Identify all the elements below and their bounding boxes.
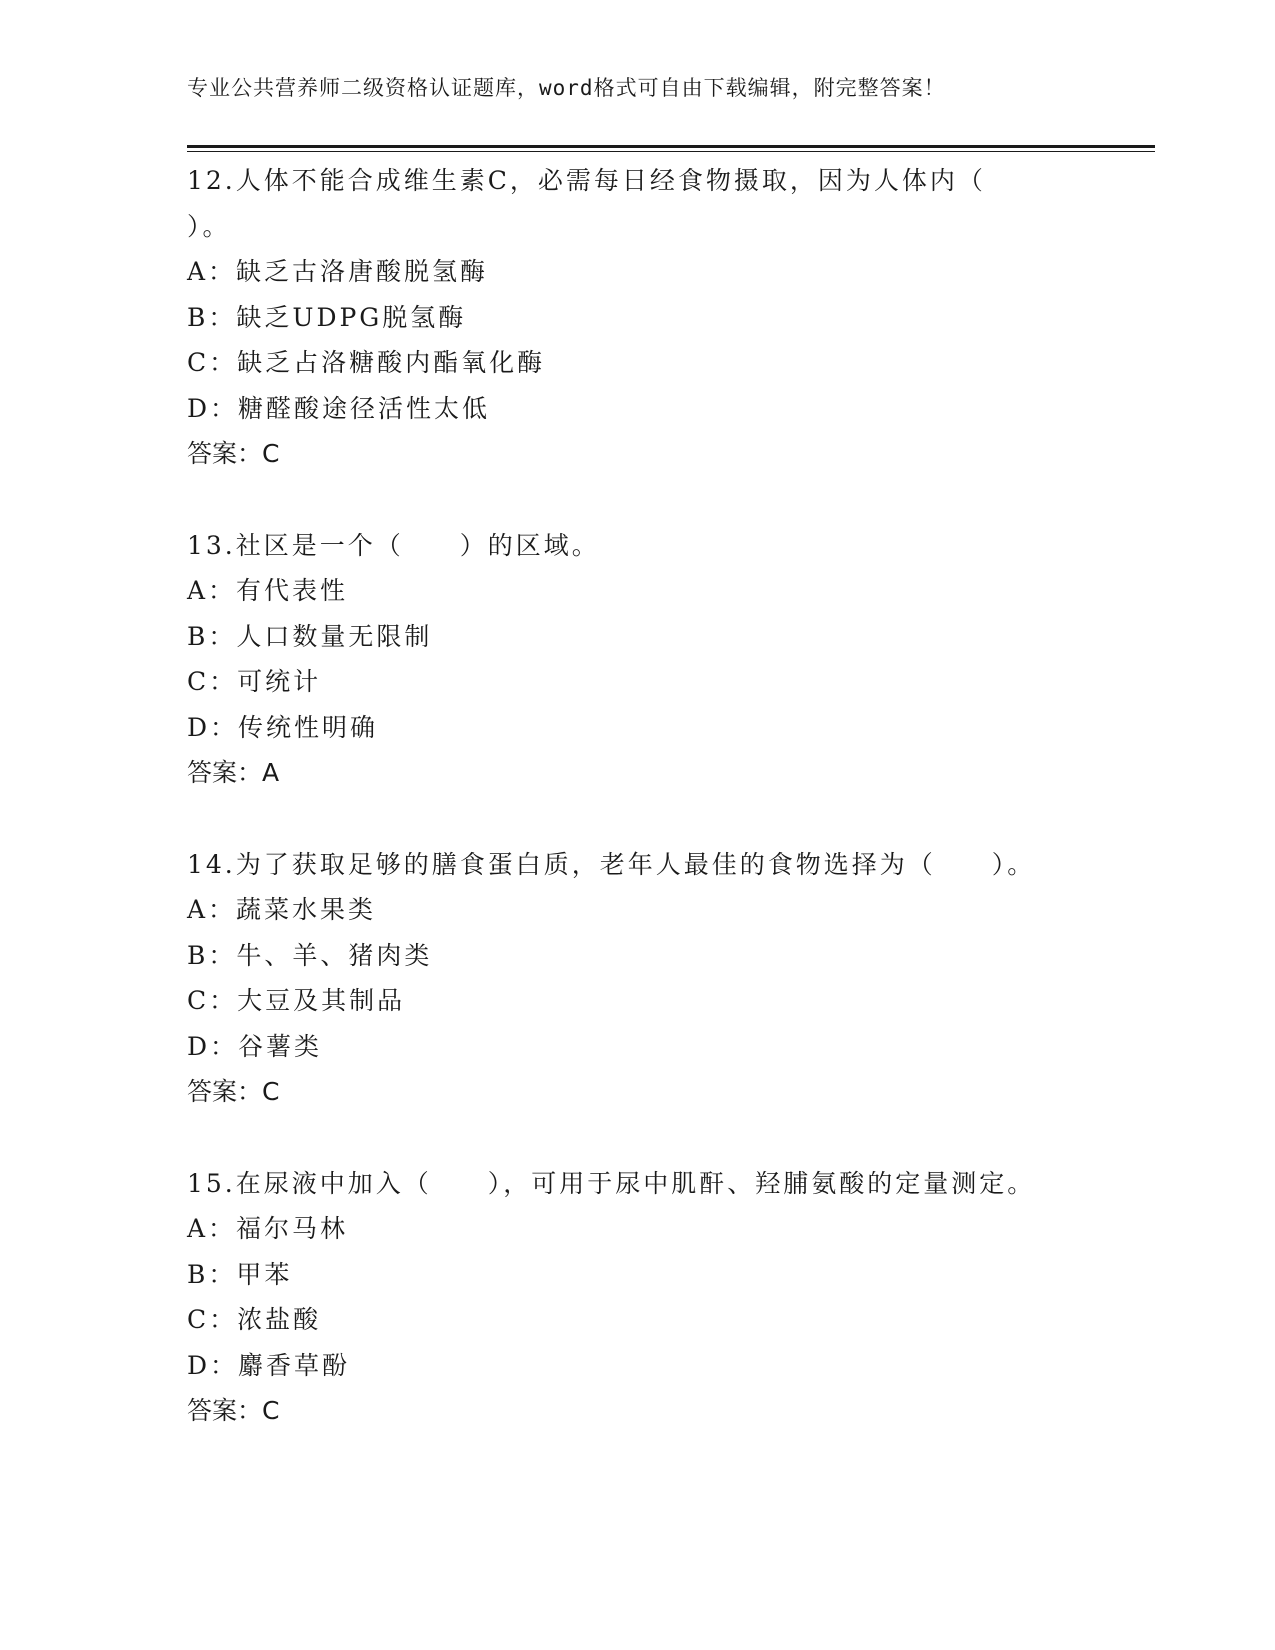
option-b: B：人口数量无限制 (187, 621, 433, 651)
option-d: D：谷薯类 (187, 1031, 323, 1061)
answer: 答案：C (187, 1396, 280, 1425)
option-a: A：有代表性 (187, 576, 349, 605)
question-text-continued: ）。 (187, 211, 231, 241)
question-14 (187, 842, 1067, 1115)
option-a: A：缺乏古洛唐酸脱氢酶 (187, 257, 489, 286)
option-a: A：福尔马林 (187, 1214, 349, 1243)
option-c: C：缺乏占洛糖酸内酯氧化酶 (187, 348, 546, 377)
question-text: 15.在尿液中加入（ ），可用于尿中肌酐、羟脯氨酸的定量测定。 (187, 1168, 1036, 1198)
option-b: B：甲苯 (187, 1259, 293, 1289)
option-d: D：麝香草酚 (187, 1350, 351, 1380)
option-b: B：缺乏UDPG脱氢酶 (187, 302, 467, 332)
option-d: D：糖醛酸途径活性太低 (187, 393, 491, 423)
answer: 答案：C (187, 1077, 280, 1106)
header-rule-thin (187, 151, 1155, 152)
option-c: C：大豆及其制品 (187, 986, 406, 1015)
page-header: 专业公共营养师二级资格认证题库，word格式可自由下载编辑，附完整答案！ (187, 76, 946, 100)
header-rule-thick (187, 145, 1155, 148)
option-c: C：浓盐酸 (187, 1305, 322, 1334)
answer: 答案：C (187, 439, 280, 468)
option-a: A：蔬菜水果类 (187, 895, 377, 924)
question-13 (187, 523, 1067, 796)
question-list (187, 158, 1067, 1480)
option-d: D：传统性明确 (187, 712, 379, 742)
question-text: 12.人体不能合成维生素C，必需每日经食物摄取，因为人体内（ (187, 166, 986, 195)
answer: 答案：A (187, 758, 280, 787)
question-15 (187, 1161, 1067, 1434)
question-text: 13.社区是一个（ ）的区域。 (187, 530, 600, 560)
option-b: B：牛、羊、猪肉类 (187, 940, 433, 970)
option-c: C：可统计 (187, 667, 322, 696)
question-12 (187, 158, 1067, 477)
question-text: 14.为了获取足够的膳食蛋白质，老年人最佳的食物选择为（ ）。 (187, 849, 1036, 879)
